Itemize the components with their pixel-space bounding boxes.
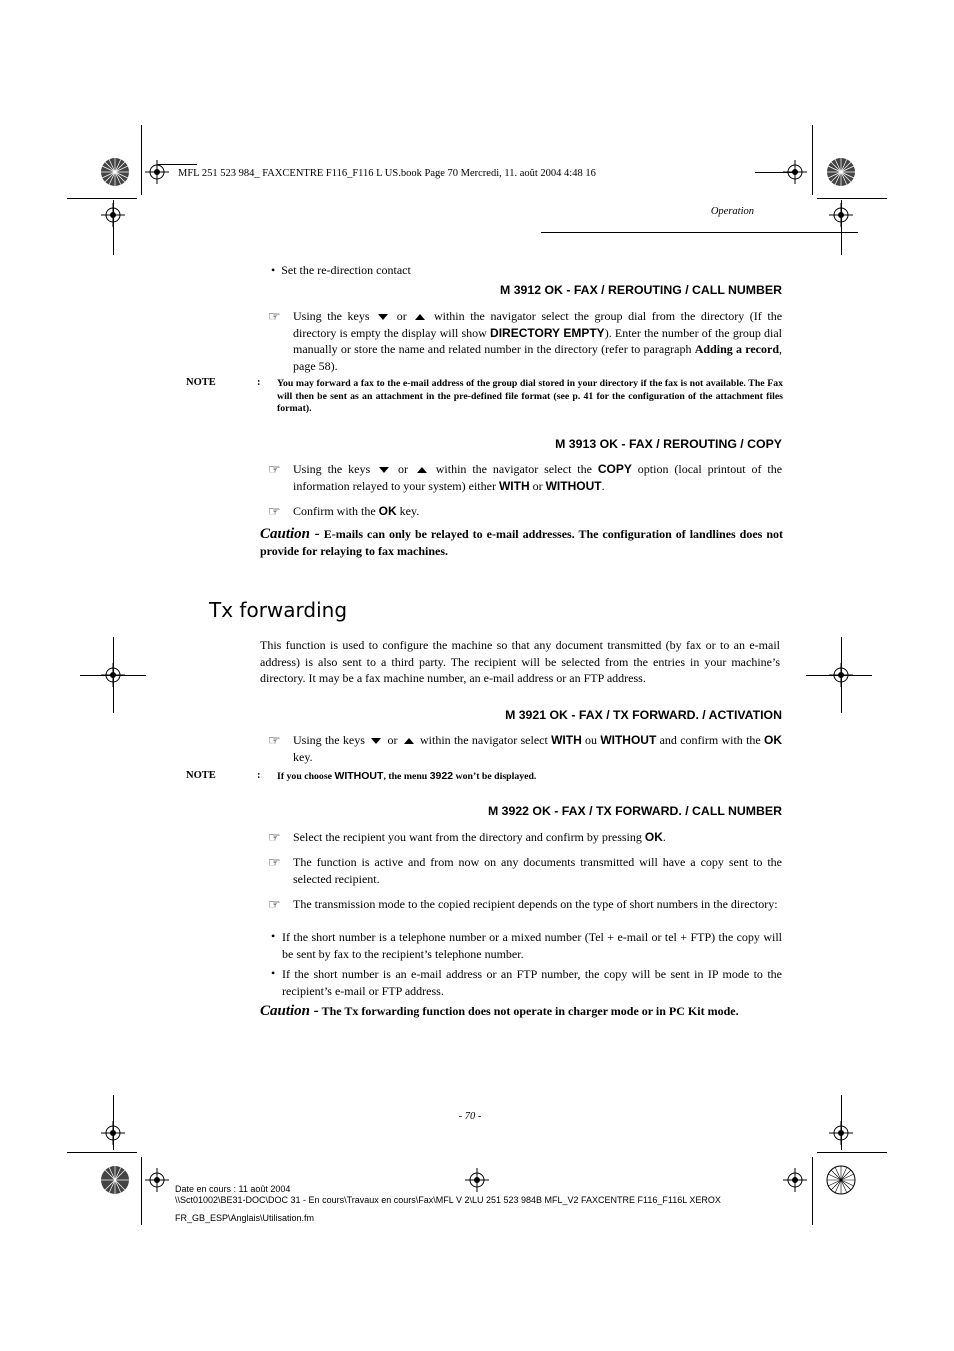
registration-rosette-icon [100, 157, 130, 187]
registration-rosette-icon [826, 157, 856, 187]
footer-file-path-2: FR_GB_ESP\Anglais\Utilisation.fm [175, 1213, 315, 1223]
down-arrow-key-icon [378, 314, 388, 320]
section-title: Operation [710, 206, 754, 217]
footer-date: Date en cours : 11 août 2004 [175, 1184, 291, 1194]
page-number: - 70 - [458, 1111, 482, 1122]
pointing-hand-icon: ☞ [268, 856, 281, 871]
note-group-dial-email: You may forward a fax to the e-mail address of the group dial stored in your directory if the fax is not available. The Fax will then be sent as an attachment in the pre-defined file format (see p. 41 for the configuration of the attachment files format). [277, 378, 783, 414]
up-arrow-key-icon [404, 738, 414, 744]
bullet-marker: • [271, 966, 276, 980]
footer-file-path: \\Sct01002\BE31-DOC\DOC 31 - En cours\Travaux en cours\Fax\MFL V 2\LU 251 523 984B MFL_V2 FAXCENTRE F116_F116L XEROX [175, 1195, 721, 1205]
pointing-hand-icon: ☞ [268, 463, 281, 478]
header-rule [541, 232, 858, 233]
note-colon: : [257, 770, 261, 781]
step-confirm-ok: Confirm with the OK key. [293, 504, 420, 518]
note-label: NOTE [186, 377, 216, 388]
note-label: NOTE [186, 770, 216, 781]
bullet-redirection: • Set the re-direction contact [271, 263, 411, 277]
crosshair-icon [145, 1168, 169, 1192]
caution-charger-mode: Caution - The Tx forwarding function does not operate in charger mode or in PC Kit mode. [260, 1003, 739, 1019]
bullet-email-address: If the short number is an e-mail address or an FTP number, the copy will be sent in IP mode to the recipient’s e-mail or FTP address. [282, 967, 782, 998]
down-arrow-key-icon [371, 738, 381, 744]
step-3913: Using the keys or within the navigator select the COPY option (local printout of the information relayed to your system) either WITH or WITHOUT. [293, 462, 783, 493]
step-function-active: The function is active and from now on any documents transmitted will have a copy sent to the selected recipient. [293, 855, 782, 886]
bullet-marker: • [271, 929, 276, 943]
registration-rosette-icon [826, 1165, 856, 1195]
tx-intro-paragraph: This function is used to configure the machine so that any document transmitted (by fax or to an e-mail address) is also sent to a third party. The recipient will be selected from the entries in your machine’s directory. It may be a fax machine number, an e-mail address or an FTP address. [260, 638, 780, 685]
note-colon: : [257, 377, 261, 388]
menu-path-3912: M 3912 OK - FAX / REROUTING / CALL NUMBER [500, 283, 782, 297]
menu-path-3921: M 3921 OK - FAX / TX FORWARD. / ACTIVATION [505, 708, 782, 722]
step-3921: Using the keys or within the navigator select WITH ou WITHOUT and confirm with the OK key. [293, 733, 783, 764]
up-arrow-key-icon [415, 314, 425, 320]
section-heading-tx-forwarding: Tx forwarding [209, 598, 348, 622]
bullet-telephone-number: If the short number is a telephone number or a mixed number (Tel + e-mail or tel + FTP) the copy will be sent by fax to the recipient’s telephone number. [282, 930, 782, 961]
crosshair-icon [465, 1168, 489, 1192]
caution-email-relay: Caution - E-mails can only be relayed to e-mail addresses. The configuration of landlines does not provide for relaying to fax machines. [260, 526, 783, 558]
pointing-hand-icon: ☞ [268, 310, 281, 325]
menu-path-3922: M 3922 OK - FAX / TX FORWARD. / CALL NUMBER [487, 804, 782, 818]
step-select-recipient: Select the recipient you want from the directory and confirm by pressing OK. [293, 830, 666, 844]
up-arrow-key-icon [417, 467, 427, 473]
step-transmission-mode: The transmission mode to the copied recipient depends on the type of short numbers in the directory: [293, 897, 778, 911]
registration-rosette-icon [100, 1165, 130, 1195]
down-arrow-key-icon [379, 467, 389, 473]
note-without-3922: If you choose WITHOUT, the menu 3922 won’t be displayed. [277, 770, 537, 782]
pointing-hand-icon: ☞ [268, 831, 281, 846]
menu-path-3913: M 3913 OK - FAX / REROUTING / COPY [555, 437, 782, 451]
pointing-hand-icon: ☞ [268, 505, 281, 520]
step-3912: Using the keys or within the navigator select the group dial from the directory (If the directory is empty the display will show DIRECTORY EMPTY). Enter the number of the group dial manually or store the name and related number in the directory (refer to paragraph Adding a record, page 58). [293, 309, 783, 373]
crosshair-icon [783, 1168, 807, 1192]
pointing-hand-icon: ☞ [268, 734, 281, 749]
book-info-line: MFL 251 523 984_ FAXCENTRE F116_F116 L US.book Page 70 Mercredi, 11. août 2004 4:48 16 [178, 168, 596, 179]
pointing-hand-icon: ☞ [268, 898, 281, 913]
